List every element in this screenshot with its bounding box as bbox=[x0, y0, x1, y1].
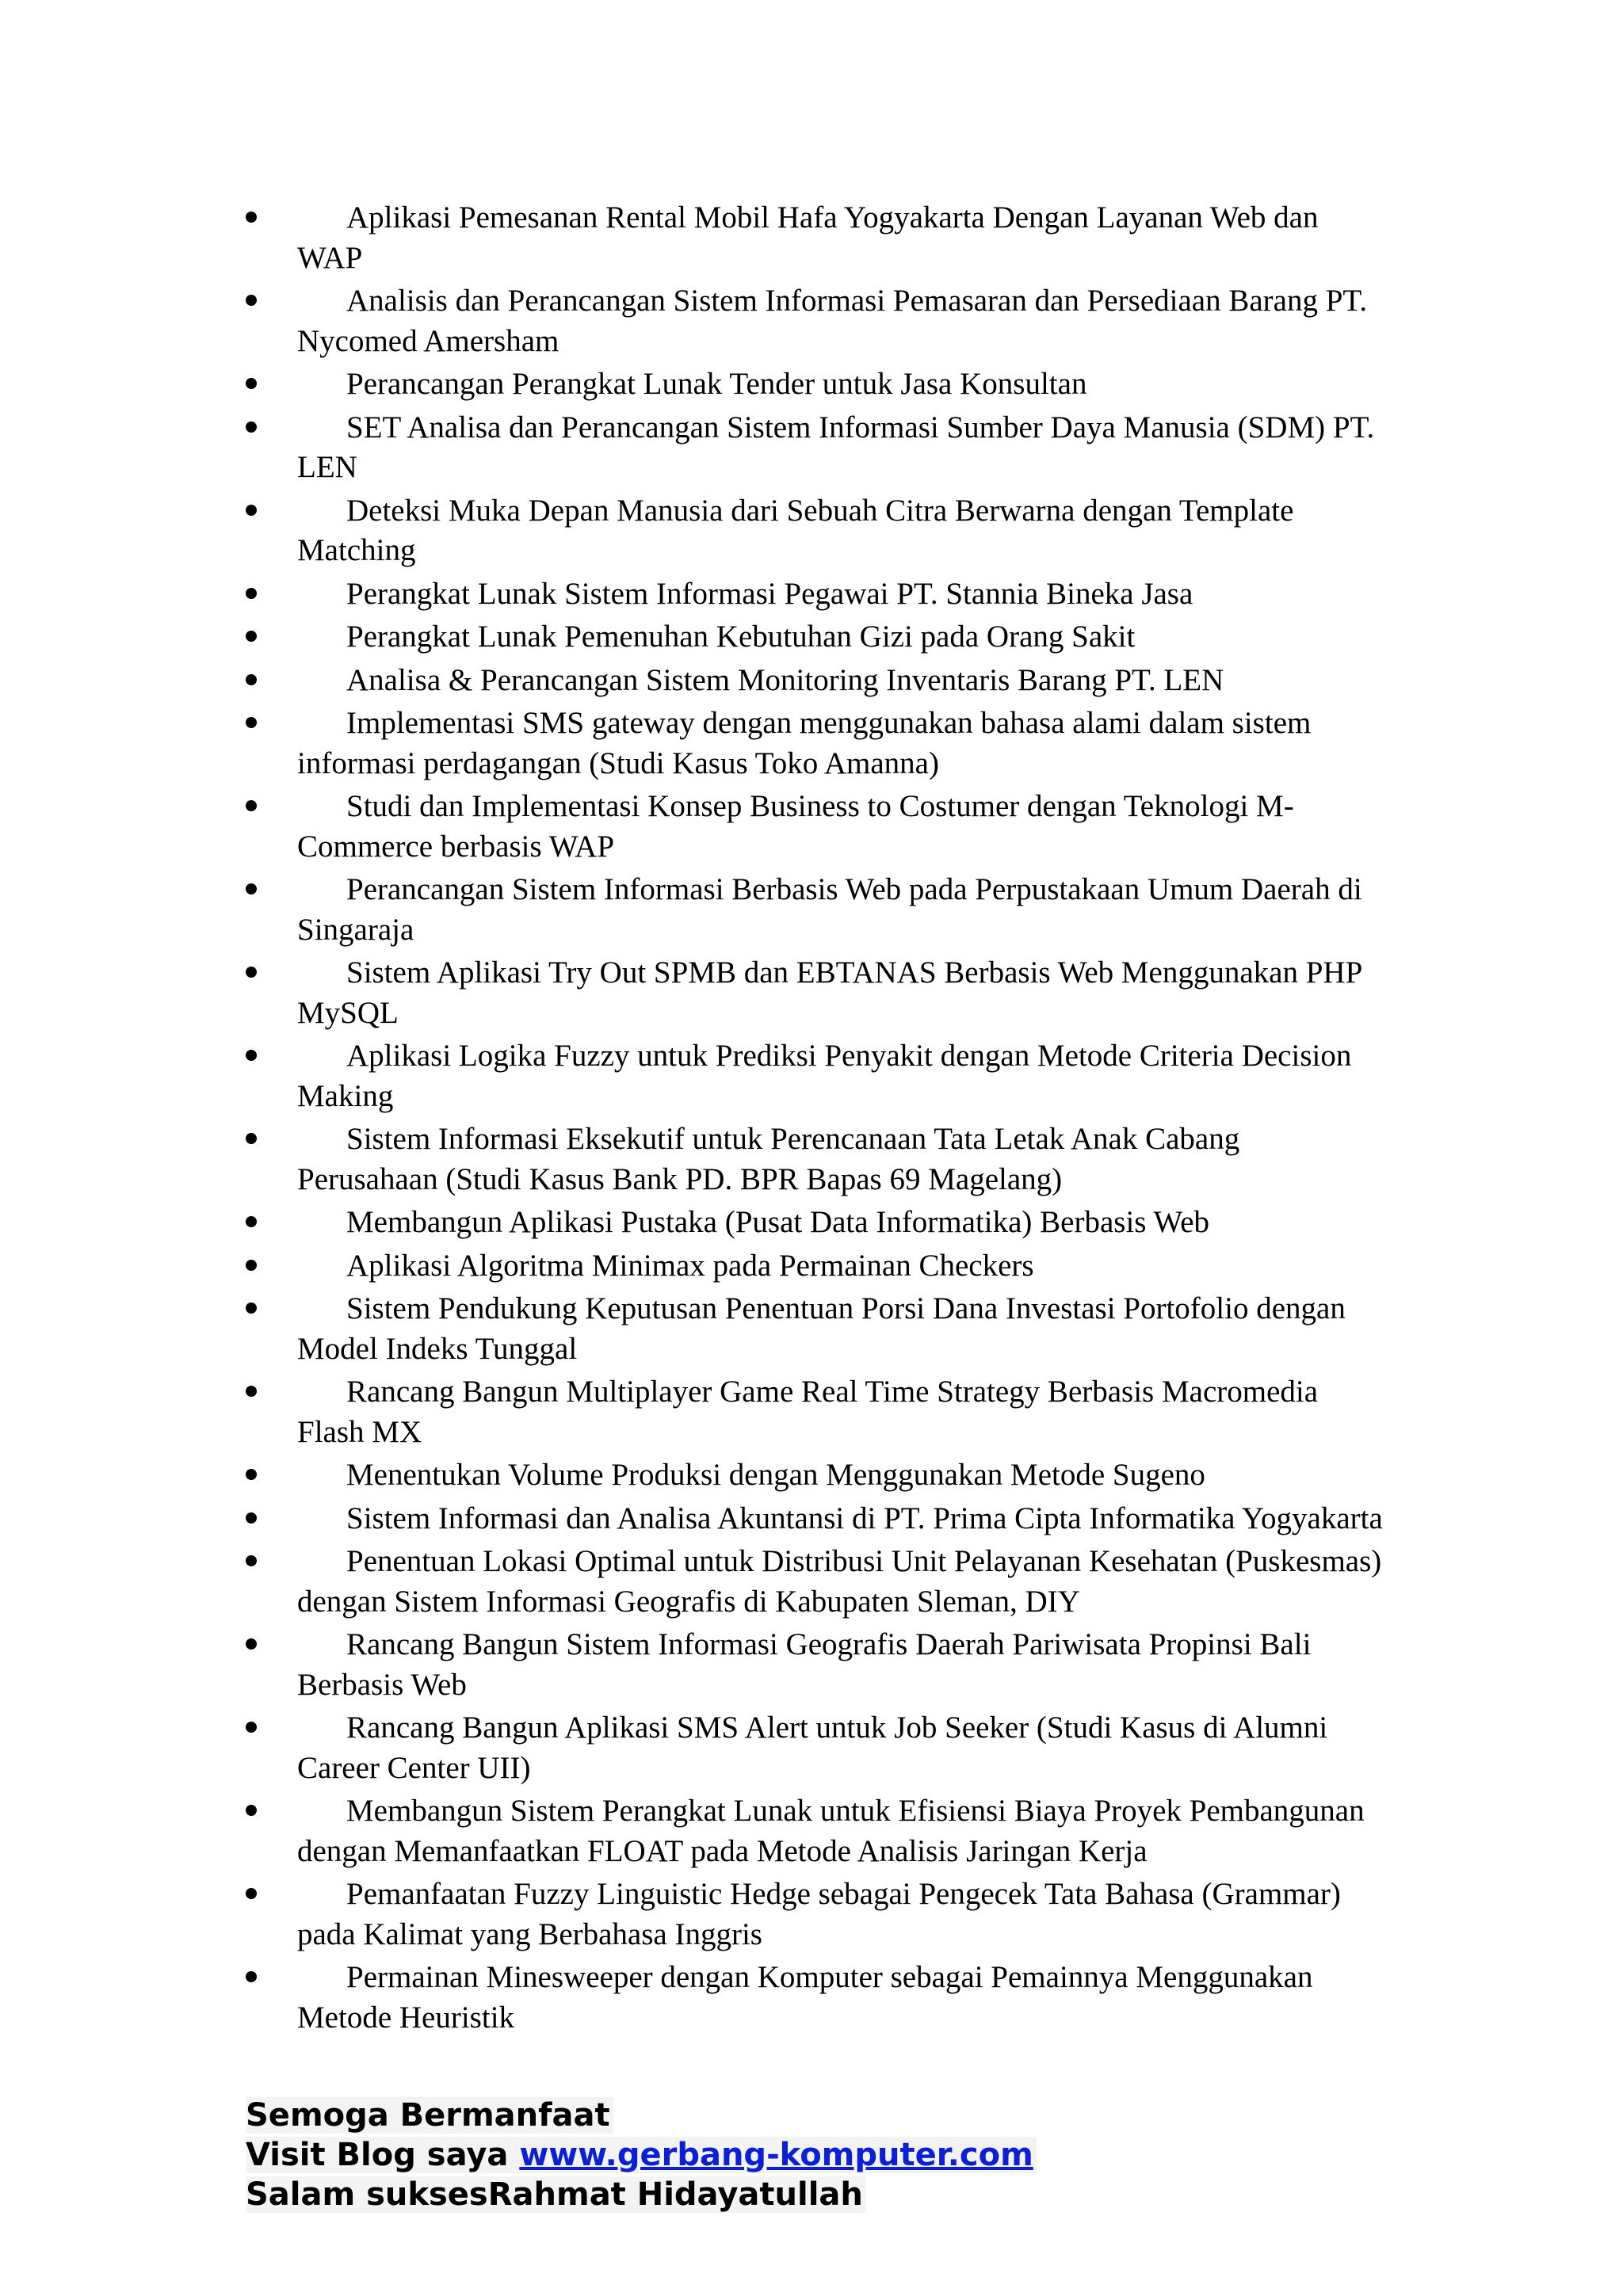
list-item bbox=[246, 1119, 1387, 1199]
closing-footer bbox=[246, 2096, 1037, 2214]
list-item-text: Permainan Minesweeper dengan Komputer sebagai Pemainnya Menggunakan Metode Heuristik bbox=[297, 1960, 1313, 2035]
list-item-text: Implementasi SMS gateway dengan menggunakan bahasa alami dalam sistem informasi perdagangan (Studi Kasus Toko Amanna) bbox=[297, 706, 1312, 780]
list-item bbox=[246, 574, 1387, 615]
bullet-icon bbox=[246, 1133, 257, 1144]
list-item-text: Aplikasi Logika Fuzzy untuk Prediksi Penyakit dengan Metode Criteria Decision Making bbox=[297, 1039, 1352, 1113]
list-item bbox=[246, 198, 1387, 278]
list-item bbox=[246, 1455, 1387, 1496]
list-item-text: Sistem Informasi Eksekutif untuk Perencanaan Tata Letak Anak Cabang Perusahaan (Studi Kasus Bank PD. BPR Bapas 69 Magelang) bbox=[297, 1122, 1240, 1196]
footer-line-3 bbox=[246, 2175, 1037, 2214]
list-item bbox=[246, 1203, 1387, 1243]
bullet-icon bbox=[246, 1722, 257, 1733]
bullet-icon bbox=[246, 631, 257, 642]
bullet-icon bbox=[246, 505, 257, 516]
list-item bbox=[246, 1875, 1387, 1955]
bullet-icon bbox=[246, 212, 257, 223]
list-item-text: Analisa & Perancangan Sistem Monitoring Inventaris Barang PT. LEN bbox=[346, 662, 1224, 697]
list-item bbox=[246, 704, 1387, 784]
blog-invite-text: Visit Blog saya bbox=[246, 2137, 520, 2173]
list-item-text: Perancangan Sistem Informasi Berbasis Web pada Perpustakaan Umum Daerah di Singaraja bbox=[297, 872, 1362, 947]
list-item bbox=[246, 1958, 1387, 2038]
footer-line-1 bbox=[246, 2096, 1037, 2135]
list-item-text: Studi dan Implementasi Konsep Business to Costumer dengan Teknologi M-Commerce berbasis WAP bbox=[297, 789, 1294, 864]
list-item-text: Deteksi Muka Depan Manusia dari Sebuah Citra Berwarna dengan Template Matching bbox=[297, 493, 1294, 567]
list-item-text: Membangun Aplikasi Pustaka (Pusat Data Informatika) Berbasis Web bbox=[346, 1205, 1210, 1239]
list-item-text: Rancang Bangun Aplikasi SMS Alert untuk Job Seeker (Studi Kasus di Alumni Career Center UII) bbox=[297, 1711, 1328, 1785]
bullet-icon bbox=[246, 1638, 257, 1650]
bullet-icon bbox=[246, 1555, 257, 1566]
bullet-icon bbox=[246, 800, 257, 811]
list-item bbox=[246, 870, 1387, 950]
bullet-icon bbox=[246, 1386, 257, 1397]
list-item bbox=[246, 1708, 1387, 1788]
list-item bbox=[246, 1625, 1387, 1705]
list-item-text: Perancangan Perangkat Lunak Tender untuk Jasa Konsultan bbox=[346, 367, 1087, 401]
list-item-text: Aplikasi Pemesanan Rental Mobil Hafa Yogyakarta Dengan Layanan Web dan WAP bbox=[297, 200, 1319, 275]
blog-link[interactable]: www.gerbang-komputer.com bbox=[519, 2137, 1033, 2173]
footer-line-2 bbox=[246, 2135, 1037, 2175]
list-item-text: SET Analisa dan Perancangan Sistem Informasi Sumber Daya Manusia (SDM) PT. LEN bbox=[297, 410, 1375, 484]
list-item-text: Menentukan Volume Produksi dengan Menggunakan Metode Sugeno bbox=[346, 1458, 1205, 1492]
list-item bbox=[246, 661, 1387, 701]
list-item-text: Pemanfaatan Fuzzy Linguistic Hedge sebagai Pengecek Tata Bahasa (Grammar) pada Kalimat yang Berbahasa Inggris bbox=[297, 1877, 1341, 1951]
list-item bbox=[246, 408, 1387, 488]
list-item-text: Analisis dan Perancangan Sistem Informasi Pemasaran dan Persediaan Barang PT. Nycomed Amersham bbox=[297, 284, 1368, 358]
bullet-icon bbox=[246, 1302, 257, 1314]
bullet-icon bbox=[246, 1216, 257, 1227]
list-item-text: Sistem Informasi dan Analisa Akuntansi di PT. Prima Cipta Informatika Yogyakarta bbox=[346, 1501, 1383, 1535]
list-item bbox=[246, 364, 1387, 405]
bullet-icon bbox=[246, 717, 257, 728]
list-item bbox=[246, 787, 1387, 867]
list-item bbox=[246, 1499, 1387, 1539]
bullet-icon bbox=[246, 883, 257, 894]
bullet-icon bbox=[246, 1971, 257, 1982]
list-item-text: Perangkat Lunak Pemenuhan Kebutuhan Gizi pada Orang Sakit bbox=[346, 620, 1136, 654]
bullet-icon bbox=[246, 1805, 257, 1816]
bullet-icon bbox=[246, 967, 257, 978]
signature-line: Salam suksesRahmat Hidayatullah bbox=[246, 2176, 866, 2213]
bullet-icon bbox=[246, 1512, 257, 1524]
list-item bbox=[246, 1372, 1387, 1452]
list-item-text: Membangun Sistem Perangkat Lunak untuk Efisiensi Biaya Proyek Pembangunan dengan Memanfaatkan FLOAT pada Metode Analisis Jaringan Kerja bbox=[297, 1794, 1365, 1868]
bullet-icon bbox=[246, 295, 257, 306]
list-item-text: Rancang Bangun Sistem Informasi Geografis Daerah Pariwisata Propinsi Bali Berbasis Web bbox=[297, 1627, 1312, 1702]
bullet-icon bbox=[246, 1888, 257, 1899]
thesis-topic-list bbox=[246, 198, 1387, 2041]
bullet-icon bbox=[246, 1469, 257, 1480]
bullet-icon bbox=[246, 674, 257, 685]
list-item-text: Rancang Bangun Multiplayer Game Real Time Strategy Berbasis Macromedia Flash MX bbox=[297, 1375, 1319, 1449]
bullet-icon bbox=[246, 378, 257, 389]
closing-greeting: Semoga Bermanfaat bbox=[246, 2097, 613, 2134]
list-item bbox=[246, 281, 1387, 361]
list-item-text: Penentuan Lokasi Optimal untuk Distribusi Unit Pelayanan Kesehatan (Puskesmas) dengan Sistem Informasi Geografis di Kabupaten Sleman, DIY bbox=[297, 1544, 1382, 1619]
list-item bbox=[246, 1791, 1387, 1871]
list-item-text: Perangkat Lunak Sistem Informasi Pegawai PT. Stannia Bineka Jasa bbox=[346, 576, 1193, 611]
list-item bbox=[246, 1246, 1387, 1287]
bullet-icon bbox=[246, 588, 257, 599]
list-item bbox=[246, 1289, 1387, 1369]
list-item bbox=[246, 953, 1387, 1033]
list-item-text: Sistem Pendukung Keputusan Penentuan Porsi Dana Investasi Portofolio dengan Model Indeks Tunggal bbox=[297, 1291, 1346, 1366]
blog-invite bbox=[246, 2137, 1037, 2173]
list-item bbox=[246, 617, 1387, 658]
bullet-icon bbox=[246, 421, 257, 433]
list-item bbox=[246, 1036, 1387, 1116]
list-item bbox=[246, 491, 1387, 571]
list-item-text: Aplikasi Algoritma Minimax pada Permainan Checkers bbox=[346, 1248, 1034, 1283]
bullet-icon bbox=[246, 1260, 257, 1271]
list-item-text: Sistem Aplikasi Try Out SPMB dan EBTANAS Berbasis Web Menggunakan PHP MySQL bbox=[297, 955, 1361, 1030]
list-item bbox=[246, 1542, 1387, 1622]
bullet-icon bbox=[246, 1050, 257, 1061]
